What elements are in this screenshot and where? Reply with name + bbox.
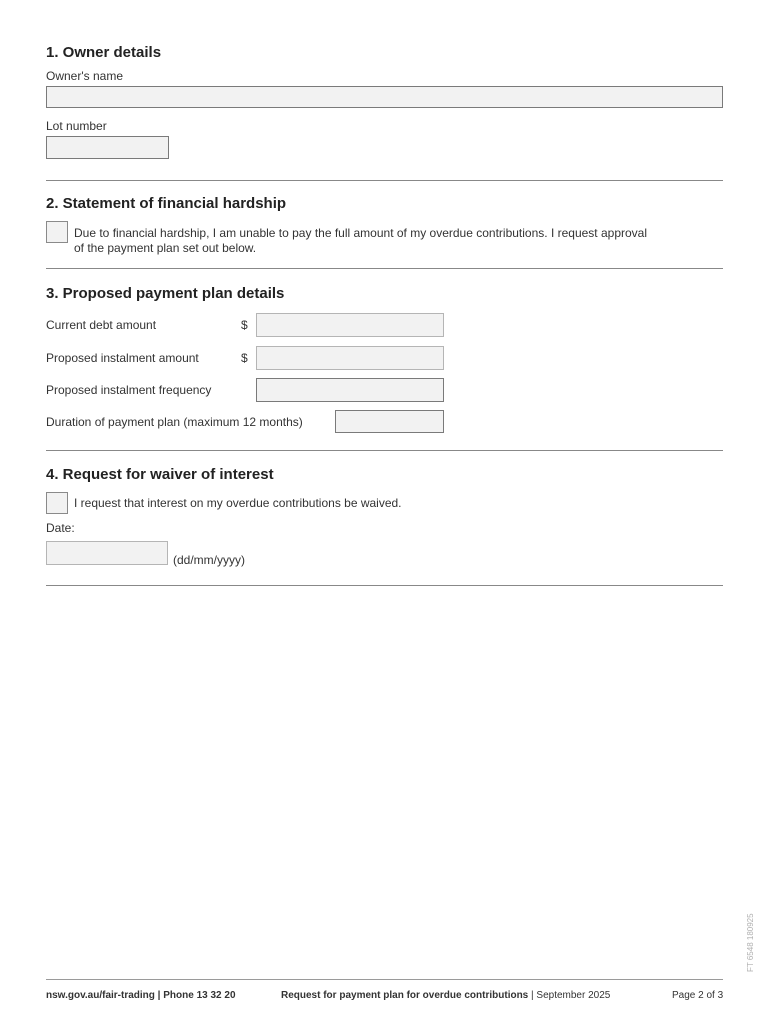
hardship-statement-line-1: Due to financial hardship, I am unable to pay the full amount of my overdue contributions. I request approval (74, 226, 647, 240)
footer-divider (46, 979, 723, 980)
payment-plan-heading: 3. Proposed payment plan details (46, 285, 285, 302)
hardship-checkbox[interactable] (46, 221, 68, 243)
instalment-frequency-label: Proposed instalment frequency (46, 383, 212, 397)
footer-page-number: Page 2 of 3 (672, 990, 724, 1001)
date-format-hint: (dd/mm/yyyy) (173, 553, 245, 567)
footer-title-text: Request for payment plan for overdue contributions (281, 990, 529, 1001)
currency-symbol: $ (241, 318, 248, 332)
footer-date: | September 2025 (528, 990, 611, 1001)
waiver-heading: 4. Request for waiver of interest (46, 466, 274, 483)
owner-details-heading: 1. Owner details (46, 44, 162, 61)
instalment-frequency-field[interactable] (256, 378, 444, 402)
waiver-checkbox-label: I request that interest on my overdue contributions be waived. (74, 496, 402, 510)
hardship-heading: 2. Statement of financial hardship (46, 195, 287, 212)
hardship-statement-line-2: of the payment plan set out below. (74, 241, 257, 255)
section-divider (46, 180, 723, 181)
date-label: Date: (46, 521, 75, 535)
lot-number-label: Lot number (46, 119, 107, 133)
section-divider (46, 585, 723, 586)
form-code: FT 6548 180925 (746, 913, 755, 972)
date-field[interactable] (46, 541, 168, 565)
currency-symbol: $ (241, 351, 248, 365)
instalment-amount-label: Proposed instalment amount (46, 351, 199, 365)
hardship-statement (74, 226, 724, 256)
footer-form-title (281, 990, 610, 1001)
footer-contact-text: nsw.gov.au/fair-trading | Phone 13 32 20 (46, 990, 236, 1001)
section-divider (46, 450, 723, 451)
current-debt-label: Current debt amount (46, 318, 157, 332)
owner-name-field[interactable] (46, 86, 723, 108)
instalment-amount-field[interactable] (256, 346, 444, 370)
current-debt-field[interactable] (256, 313, 444, 337)
lot-number-field[interactable] (46, 136, 169, 159)
section-divider (46, 268, 723, 269)
footer-contact (46, 990, 236, 1001)
owner-name-label: Owner's name (46, 69, 123, 83)
waiver-checkbox[interactable] (46, 492, 68, 514)
plan-duration-field[interactable] (335, 410, 444, 433)
plan-duration-label: Duration of payment plan (maximum 12 months) (46, 415, 303, 429)
